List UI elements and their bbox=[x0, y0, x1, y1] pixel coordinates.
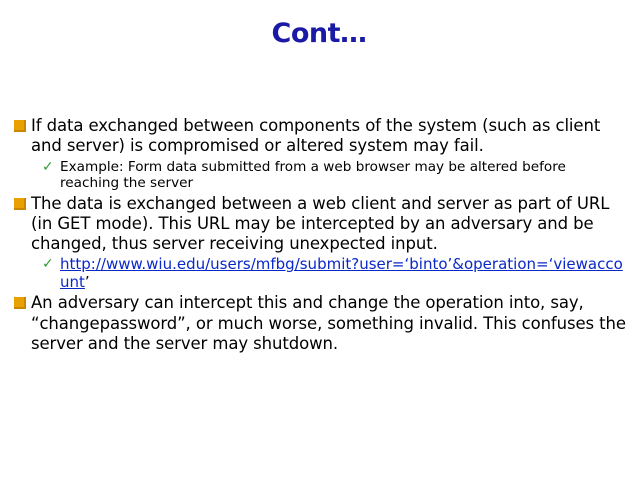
bullet-1-text: If data exchanged between components of the system (such as client and server) is compromised or altered system may fail. bbox=[31, 116, 601, 156]
slide-content bbox=[14, 116, 626, 356]
square-bullet-icon bbox=[14, 297, 26, 309]
checkmark-icon: ✓ bbox=[42, 256, 54, 273]
square-bullet-icon bbox=[14, 120, 26, 132]
bullet-1 bbox=[14, 116, 626, 157]
bullet-3-text: An adversary can intercept this and change the operation into, say, “changepassword”, or much worse, something invalid. This confuses the server and the server may shutdown. bbox=[31, 293, 626, 354]
checkmark-icon: ✓ bbox=[42, 158, 54, 175]
sub-bullet-1-text: Example: Form data submitted from a web browser may be altered before reaching the server bbox=[60, 158, 566, 192]
slide-title: Cont… bbox=[271, 18, 367, 49]
bullet-2-text: The data is exchanged between a web client and server as part of URL (in GET mode). This URL may be intercepted by an adversary and be changed, thus server receiving unexpected input. bbox=[31, 193, 610, 254]
square-bullet-icon bbox=[14, 198, 26, 210]
example-url-link[interactable]: http://www.wiu.edu/users/mfbg/submit?user=‘binto’&operation=‘viewaccount bbox=[60, 255, 623, 291]
url-trailing-quote: ’ bbox=[84, 272, 90, 291]
sub-bullet-1 bbox=[14, 159, 626, 192]
bullet-3 bbox=[14, 293, 626, 354]
sub-bullet-2 bbox=[14, 256, 626, 291]
bullet-2 bbox=[14, 194, 626, 255]
